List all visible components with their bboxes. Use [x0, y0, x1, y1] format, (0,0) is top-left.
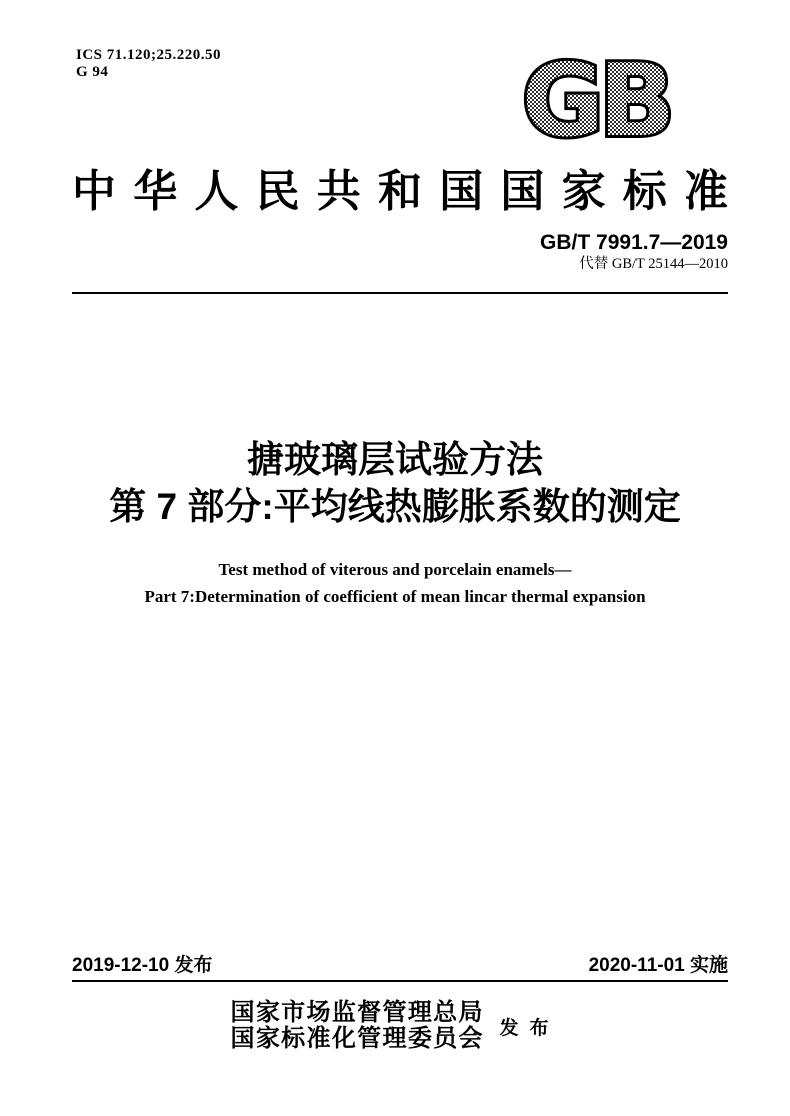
document-title-english [0, 556, 790, 610]
issuer-names [230, 1000, 482, 1052]
english-title-line2: Part 7:Determination of coefficient of mean lincar thermal expansion [144, 587, 646, 606]
issuer-line1: 国家市场监督管理总局 [230, 1000, 483, 1026]
issue-label: 发布 [499, 1017, 560, 1039]
publisher-block [0, 1000, 790, 1052]
chinese-title-line2: 第 7 部分:平均线热膨胀系数的测定 [109, 486, 681, 527]
chinese-title-line1: 搪玻璃层试验方法 [247, 439, 543, 480]
ics-code: ICS 71.120;25.220.50 [76, 47, 222, 63]
replaces-note: 代替 GB/T 25144—2010 [579, 256, 728, 272]
national-standard-title: 中华人民共和国国家标准 [72, 167, 728, 216]
english-title-line1: Test method of viterous and porcelain enamels— [218, 560, 572, 579]
standard-number: GB/T 7991.7—2019 [540, 231, 728, 254]
gb-logo-icon [516, 55, 676, 141]
implementation-date: 2020-11-01 实施 [588, 955, 728, 976]
standard-number-block [540, 231, 728, 273]
issuer-line2: 国家标准化管理委员会 [230, 1026, 483, 1052]
ics-block [76, 47, 221, 81]
document-title-chinese [0, 436, 790, 530]
classification-code: G 94 [76, 64, 109, 80]
gb-logo-text: GB [521, 55, 671, 141]
header-divider-line [72, 292, 728, 294]
dates-row [72, 950, 728, 977]
footer-divider-line [72, 980, 728, 982]
issue-date: 2019-12-10 发布 [72, 955, 213, 976]
